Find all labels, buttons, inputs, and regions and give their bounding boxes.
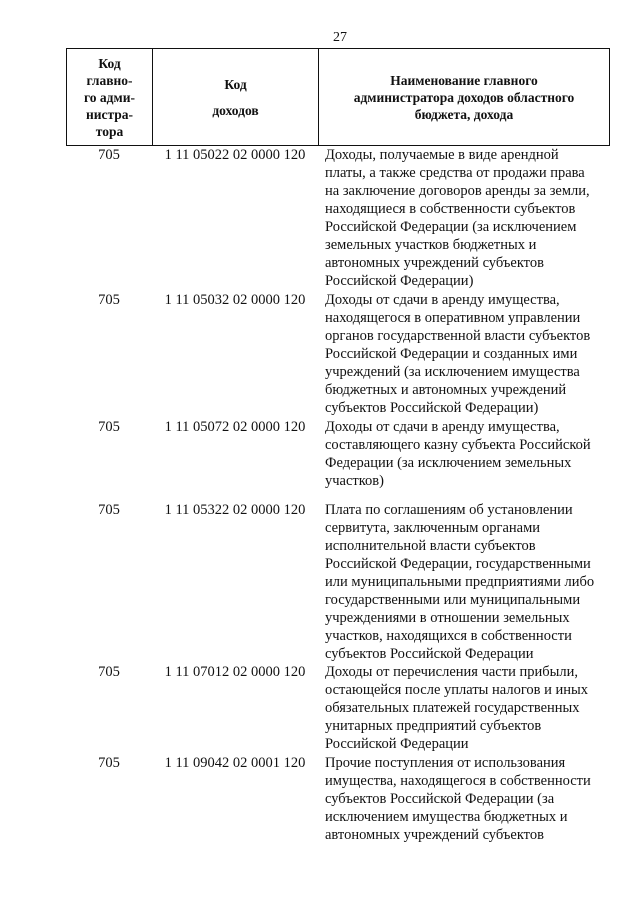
- income-name-line: Российской Федерации): [325, 273, 474, 289]
- income-code-cell: 1 11 05022 02 0000 120: [164, 147, 306, 163]
- income-name-line: автономных учреждений субъектов: [325, 255, 544, 271]
- admin-code-cell: 705: [98, 419, 120, 435]
- income-name-line: или муниципальными предприятиями либо: [325, 574, 595, 590]
- income-name-line: унитарных предприятий субъектов: [325, 718, 542, 734]
- income-name-cell: [318, 418, 610, 490]
- table-row: [66, 754, 610, 844]
- income-name-line: органов государственной власти субъектов: [325, 328, 591, 344]
- income-name-line: находящиеся в собственности субъектов: [325, 201, 576, 217]
- income-name-line: исполнительной власти субъектов: [325, 538, 536, 554]
- income-name-line: Прочие поступления от использования: [325, 755, 566, 771]
- table-row: [66, 291, 610, 417]
- page-number: 27: [333, 30, 347, 45]
- income-name-line: Плата по соглашениям об установлении: [325, 502, 573, 518]
- income-name-line: участков, находящихся в собственности: [325, 628, 572, 644]
- table-row: [66, 663, 610, 753]
- income-name-line: на заключение договоров аренды за земли,: [325, 183, 590, 199]
- income-code-cell: 1 11 07012 02 0000 120: [164, 664, 306, 680]
- header-admin-code-line: нистра-: [85, 106, 134, 122]
- header-admin-code-line: главно-: [86, 72, 133, 88]
- income-name-line: Российской Федерации и созданных ими: [325, 346, 578, 362]
- income-name-line: учреждениями в отношении земельных: [325, 610, 570, 626]
- header-income-code: [153, 49, 319, 145]
- income-name-cell: [318, 663, 610, 753]
- admin-code-cell: 705: [98, 147, 120, 163]
- header-admin-code-line: тора: [95, 123, 124, 139]
- header-admin-code-line: го адми-: [84, 89, 135, 105]
- income-name-cell: [318, 754, 610, 844]
- header-admin-code-line: Код: [98, 55, 121, 71]
- income-name-line: Российской Федерации: [325, 736, 469, 752]
- income-name-line: остающейся после уплаты налогов и иных: [325, 682, 589, 698]
- income-name-line: Доходы, получаемые в виде арендной: [325, 147, 559, 163]
- header-admin-code: [67, 49, 153, 145]
- income-name-line: учреждений (за исключением имущества: [325, 364, 580, 380]
- income-code-cell: 1 11 09042 02 0001 120: [164, 755, 306, 771]
- income-name-line: исключением имущества бюджетных и: [325, 809, 568, 825]
- income-name-line: бюджетных и автономных учреждений: [325, 382, 567, 398]
- income-name-cell: [318, 146, 610, 290]
- income-code-cell: 1 11 05072 02 0000 120: [164, 419, 306, 435]
- table-row: [66, 501, 610, 663]
- header-name-line: бюджета, дохода: [414, 106, 514, 122]
- table-header: [66, 48, 610, 146]
- income-name-line: автономных учреждений субъектов: [325, 827, 544, 843]
- income-name-line: земельных участков бюджетных и: [325, 237, 537, 253]
- header-name: [319, 49, 609, 145]
- income-name-line: Доходы от сдачи в аренду имущества,: [325, 292, 560, 308]
- income-code-cell: 1 11 05032 02 0000 120: [164, 292, 306, 308]
- header-income-code-line: Код: [224, 76, 247, 92]
- income-code-cell: 1 11 05322 02 0000 120: [164, 502, 306, 518]
- income-name-line: Федерации (за исключением земельных: [325, 455, 572, 471]
- admin-code-cell: 705: [98, 502, 120, 518]
- income-name-line: Доходы от перечисления части прибыли,: [325, 664, 578, 680]
- table-row: [66, 146, 610, 290]
- income-name-line: субъектов Российской Федерации (за: [325, 791, 555, 807]
- income-name-line: государственными или муниципальными: [325, 592, 581, 608]
- income-name-line: имущества, находящегося в собственности: [325, 773, 591, 789]
- header-name-line: администратора доходов областного: [353, 89, 575, 105]
- income-name-line: находящегося в оперативном управлении: [325, 310, 581, 326]
- table-row: [66, 418, 610, 490]
- admin-code-cell: 705: [98, 664, 120, 680]
- income-name-line: платы, а также средства от продажи права: [325, 165, 585, 181]
- income-name-line: Российской Федерации (за исключением: [325, 219, 577, 235]
- income-name-line: участков): [325, 473, 384, 489]
- income-name-line: сервитута, заключенным органами: [325, 520, 541, 536]
- income-name-line: составляющего казну субъекта Российской: [325, 437, 591, 453]
- income-name-line: обязательных платежей государственных: [325, 700, 580, 716]
- admin-code-cell: 705: [98, 755, 120, 771]
- admin-code-cell: 705: [98, 292, 120, 308]
- income-name-line: Доходы от сдачи в аренду имущества,: [325, 419, 560, 435]
- income-name-cell: [318, 291, 610, 417]
- income-name-cell: [318, 501, 610, 663]
- income-name-line: субъектов Российской Федерации): [325, 400, 539, 416]
- header-name-line: Наименование главного: [390, 72, 538, 88]
- header-income-code-line: доходов: [212, 102, 259, 118]
- income-name-line: субъектов Российской Федерации: [325, 646, 534, 662]
- income-name-line: Российской Федерации, государственными: [325, 556, 591, 572]
